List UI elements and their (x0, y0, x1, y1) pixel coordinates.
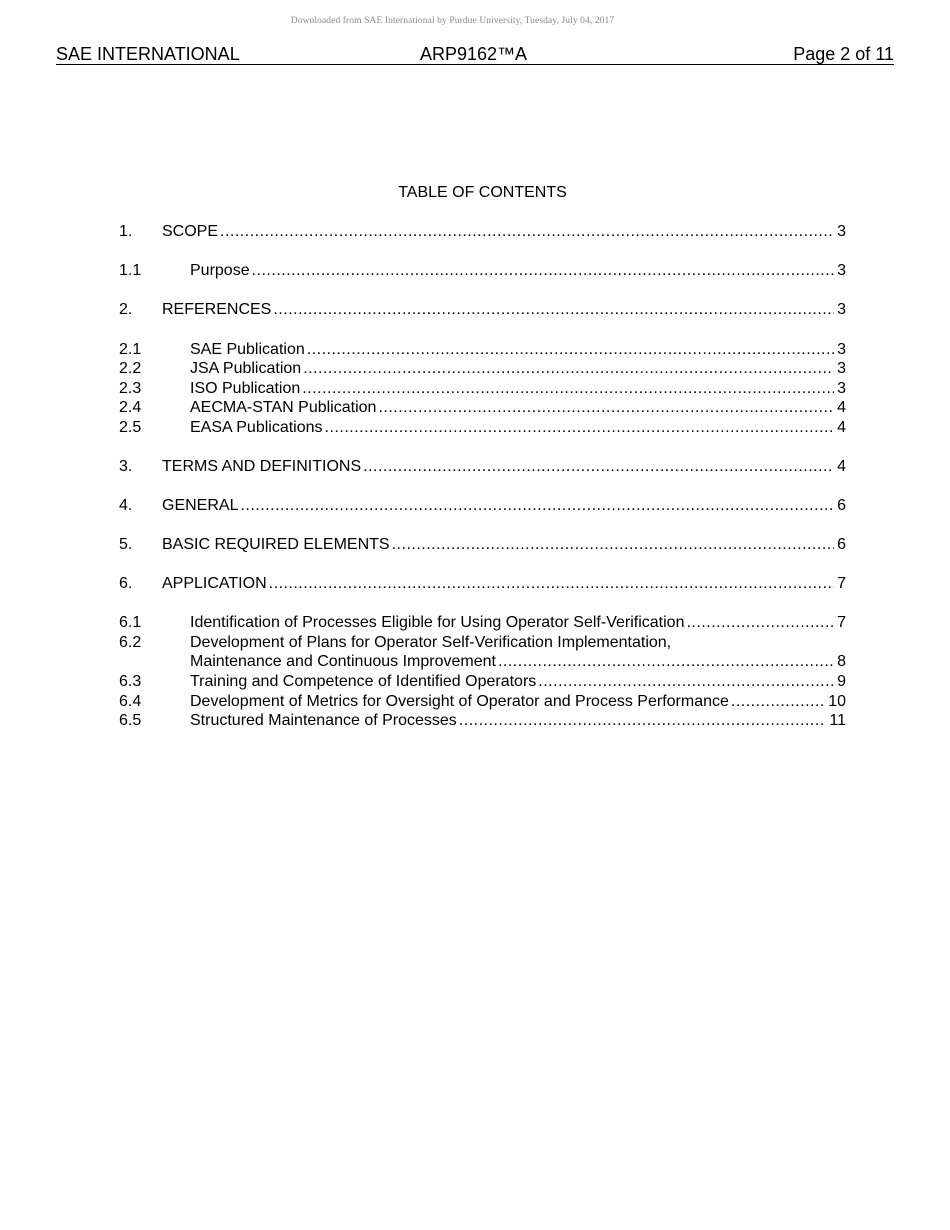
toc-entry-title: SCOPE (162, 223, 219, 240)
toc-entry-page: 3 (837, 341, 846, 358)
toc-entry-number: 6.1 (119, 614, 142, 631)
toc-entry-title: SAE Publication (190, 341, 305, 358)
toc-entry-page: 7 (837, 614, 846, 631)
toc-entry-title: Development of Plans for Operator Self-Verification Implementation, (190, 634, 672, 651)
toc-entry-number: 2. (119, 301, 133, 318)
toc-entry-page: 10 (828, 693, 846, 710)
toc-entry-3[interactable] (119, 457, 846, 476)
toc-entry-number: 3. (119, 458, 133, 475)
toc-entry-title-continued: Maintenance and Continuous Improvement (190, 653, 496, 670)
toc-entry-title: APPLICATION (162, 575, 267, 592)
toc-entry-title: TERMS AND DEFINITIONS (162, 458, 362, 475)
dot-leader (269, 574, 834, 593)
toc-entry-title: AECMA-STAN Publication (190, 399, 377, 416)
toc-entry-number: 2.2 (119, 360, 142, 377)
toc-entry-title: Identification of Processes Eligible for Using Operator Self-Verification (190, 614, 685, 631)
toc-entry-2[interactable] (119, 300, 846, 319)
dot-leader (392, 535, 834, 554)
toc-entry-number: 5. (119, 536, 133, 553)
toc-entry-number: 6.2 (119, 634, 142, 651)
dot-leader (459, 711, 827, 730)
toc-entry-title: BASIC REQUIRED ELEMENTS (162, 536, 390, 553)
toc-entry-1[interactable] (119, 222, 846, 241)
toc-entry-page: 4 (837, 419, 846, 436)
toc-entry-number: 2.4 (119, 399, 142, 416)
toc-entry-number: 6. (119, 575, 133, 592)
toc-entry-page: 3 (837, 301, 846, 318)
header-organization: SAE INTERNATIONAL (56, 44, 240, 64)
toc-entry-6-1[interactable] (119, 613, 846, 632)
dot-leader (240, 496, 834, 515)
toc-entry-title: Training and Competence of Identified Operators (190, 673, 537, 690)
toc-entry-page: 4 (837, 399, 846, 416)
toc-entry-number: 6.5 (119, 712, 142, 729)
toc-entry-6[interactable] (119, 574, 846, 593)
toc-entry-page: 3 (837, 262, 846, 279)
toc-entry-number: 1.1 (119, 262, 142, 279)
toc-entry-page: 3 (837, 380, 846, 397)
dot-leader (220, 222, 834, 241)
header-page-number: Page 2 of 11 (793, 44, 894, 64)
toc-entry-number: 2.1 (119, 341, 142, 358)
dot-leader (538, 672, 834, 691)
dot-leader (731, 692, 825, 711)
toc-entry-4[interactable] (119, 496, 846, 515)
dot-leader (303, 359, 834, 378)
toc-entry-number: 4. (119, 497, 133, 514)
toc-entry-page: 8 (837, 653, 846, 670)
toc-entry-title: EASA Publications (190, 419, 323, 436)
dot-leader (273, 300, 834, 319)
toc-entry-page: 3 (837, 223, 846, 240)
toc-entry-title: JSA Publication (190, 360, 302, 377)
toc-entry-6-2[interactable] (119, 633, 846, 652)
toc-entry-title: Development of Metrics for Oversight of Operator and Process Performance (190, 693, 729, 710)
toc-entry-2-3[interactable] (119, 379, 846, 398)
toc-entry-6-3[interactable] (119, 672, 846, 691)
dot-leader (302, 379, 834, 398)
dot-leader (378, 398, 834, 417)
toc-entry-title: Structured Maintenance of Processes (190, 712, 457, 729)
toc-entry-6-4[interactable] (119, 692, 846, 711)
toc-entry-2-5[interactable] (119, 418, 846, 437)
toc-entry-title: REFERENCES (162, 301, 272, 318)
toc-entry-2-4[interactable] (119, 398, 846, 417)
dot-leader (686, 613, 834, 632)
toc-entry-page: 7 (837, 575, 846, 592)
toc-entry-number: 2.5 (119, 419, 142, 436)
toc-entry-number: 2.3 (119, 380, 142, 397)
toc-entry-page: 3 (837, 360, 846, 377)
toc-entry-6-2-continued[interactable] (119, 652, 846, 671)
toc-entry-title: Purpose (190, 262, 250, 279)
toc-entry-6-5[interactable] (119, 711, 846, 730)
toc-entry-title: GENERAL (162, 497, 239, 514)
header-document-id: ARP9162™A (420, 44, 528, 64)
dot-leader (307, 340, 834, 359)
dot-leader (252, 261, 835, 280)
toc-entry-page: 4 (837, 458, 846, 475)
toc-entry-number: 6.3 (119, 673, 142, 690)
toc-entry-5[interactable] (119, 535, 846, 554)
toc-entry-page: 9 (837, 673, 846, 690)
toc-entry-page: 6 (837, 536, 846, 553)
download-watermark: Downloaded from SAE International by Purdue University, Tuesday, July 04, 2017 (290, 16, 615, 26)
toc-entry-2-1[interactable] (119, 340, 846, 359)
dot-leader (325, 418, 835, 437)
dot-leader (498, 652, 834, 671)
toc-entry-page: 11 (829, 712, 846, 729)
toc-entry-title: ISO Publication (190, 380, 301, 397)
toc-title: TABLE OF CONTENTS (398, 184, 567, 201)
toc-entry-2-2[interactable] (119, 359, 846, 378)
toc-entry-page: 6 (837, 497, 846, 514)
toc-entry-number: 6.4 (119, 693, 142, 710)
dot-leader (363, 457, 834, 476)
toc-entry-1-1[interactable] (119, 261, 846, 280)
toc-entry-number: 1. (119, 223, 133, 240)
